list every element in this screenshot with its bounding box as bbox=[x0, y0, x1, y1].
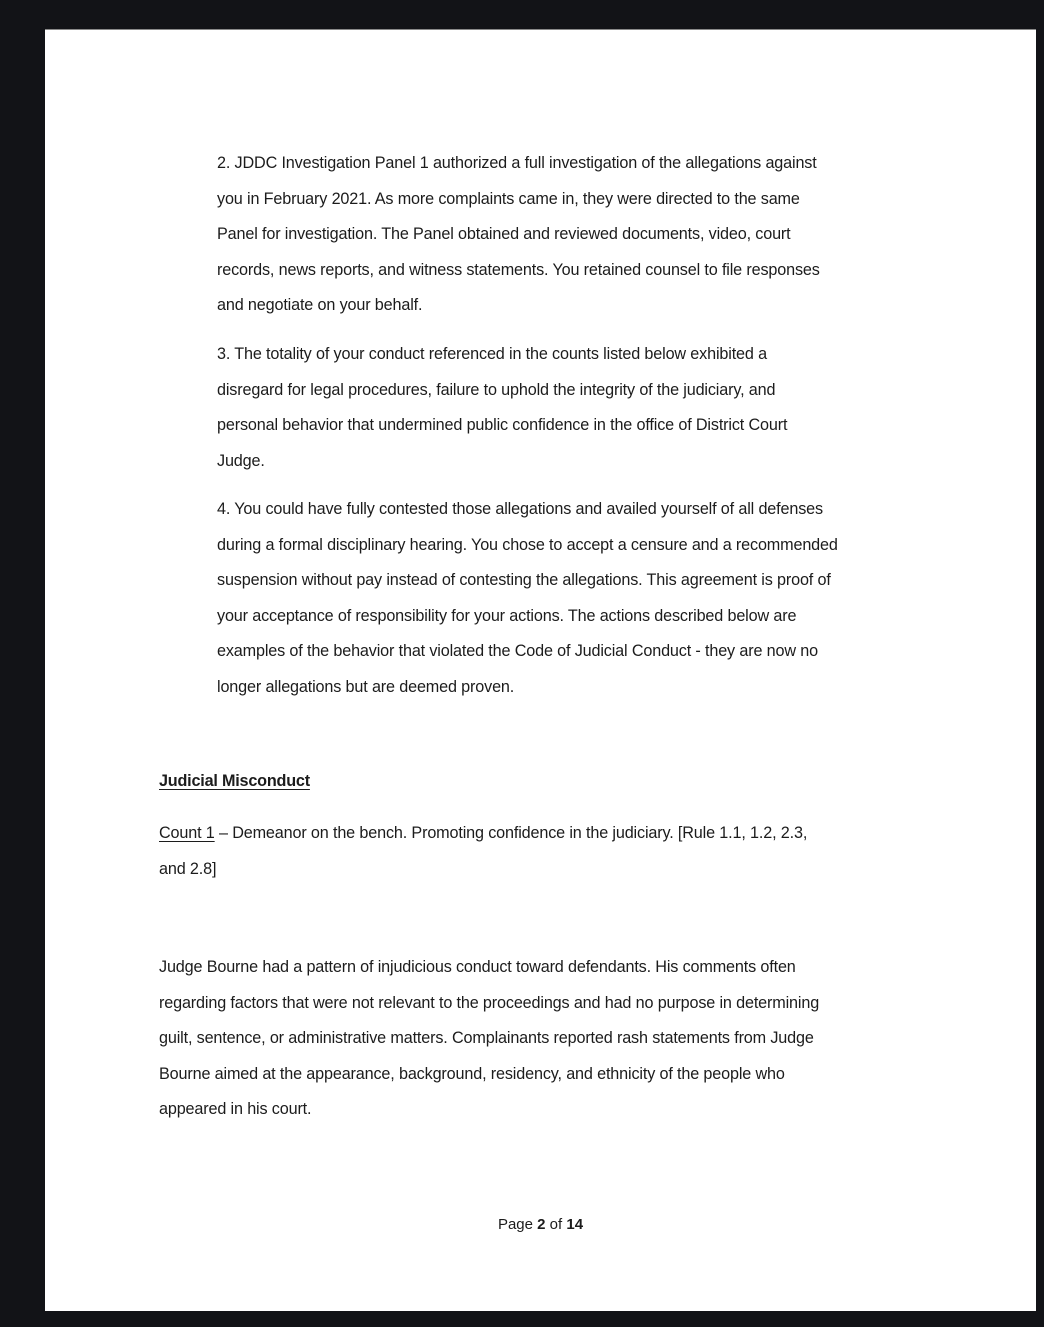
count-line: and 2.8] bbox=[159, 859, 217, 878]
page-prefix: Page bbox=[497, 1216, 538, 1233]
text-line: your acceptance of responsibility for your actions. The actions described below are bbox=[217, 606, 797, 625]
text-line: appeared in his court. bbox=[159, 1100, 312, 1119]
paragraph-2 bbox=[217, 146, 820, 324]
text-line: 3. The totality of your conduct referenced in the counts listed below exhibited a bbox=[217, 345, 767, 363]
text-line: 2. JDDC Investigation Panel 1 authorized a full investigation of the allegations against bbox=[217, 154, 817, 172]
text-line: guilt, sentence, or administrative matters. Complainants reported rash statements from Judge bbox=[159, 1029, 814, 1048]
text-line: records, news reports, and witness statements. You retained counsel to file responses bbox=[217, 260, 820, 279]
section-heading: Judicial Misconduct bbox=[159, 772, 310, 790]
text-line: personal behavior that undermined public confidence in the office of District Court bbox=[217, 416, 788, 435]
text-line: Panel for investigation. The Panel obtained and reviewed documents, video, court bbox=[217, 225, 791, 244]
text-line: 4. You could have fully contested those allegations and availed yourself of all defenses bbox=[217, 500, 823, 518]
document-page bbox=[45, 29, 1036, 1311]
paragraph-4 bbox=[217, 492, 838, 706]
text-line: you in February 2021. As more complaints came in, they were directed to the same bbox=[217, 189, 800, 208]
page-number bbox=[45, 1216, 1036, 1233]
paragraph-3 bbox=[217, 337, 787, 479]
text-line: longer allegations but are deemed proven. bbox=[217, 677, 515, 696]
page-middle: of bbox=[545, 1216, 567, 1233]
text-line: and negotiate on your behalf. bbox=[217, 296, 423, 315]
total-pages: 14 bbox=[566, 1216, 584, 1233]
count-description: – Demeanor on the bench. Promoting confidence in the judiciary. [Rule 1.1, 1.2, 2.3, bbox=[214, 824, 808, 842]
text-line: suspension without pay instead of contesting the allegations. This agreement is proof of bbox=[217, 571, 831, 590]
text-line: Judge Bourne had a pattern of injudicious conduct toward defendants. His comments often bbox=[159, 958, 796, 976]
count-line bbox=[159, 816, 807, 852]
text-line: regarding factors that were not relevant to the proceedings and had no purpose in determining bbox=[159, 993, 820, 1012]
current-page: 2 bbox=[537, 1216, 546, 1233]
text-line: Bourne aimed at the appearance, background, residency, and ethnicity of the people who bbox=[159, 1064, 785, 1083]
body-paragraph bbox=[159, 950, 819, 1128]
text-line: disregard for legal procedures, failure to uphold the integrity of the judiciary, and bbox=[217, 380, 776, 399]
count-label: Count 1 bbox=[159, 824, 215, 842]
text-line: during a formal disciplinary hearing. You chose to accept a censure and a recommended bbox=[217, 535, 838, 554]
text-line: examples of the behavior that violated the Code of Judicial Conduct - they are now no bbox=[217, 642, 818, 661]
count-1 bbox=[159, 816, 807, 887]
text-line: Judge. bbox=[217, 451, 265, 470]
